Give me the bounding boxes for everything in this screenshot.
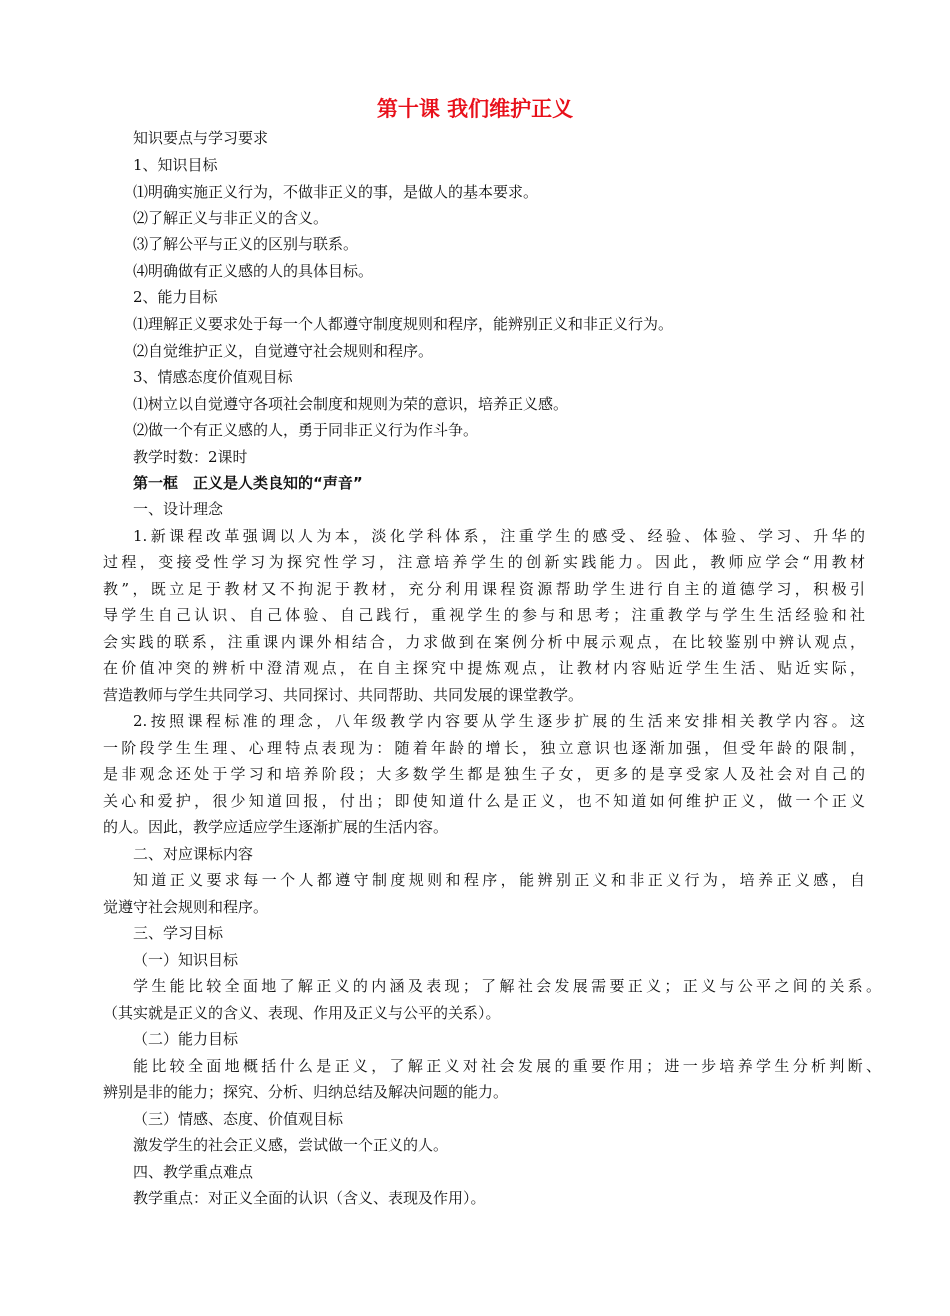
paragraph-line: （其实就是正义的含义、表现、作用及正义与公平的关系）。 [103,1004,501,1022]
paragraph-line: 营造教师与学生共同学习、共同探讨、共同帮助、共同发展的课堂教学。 [103,686,584,704]
paragraph-line: 知道正义要求每一个人都遵守制度规则和程序，能辨别正义和非正义行为，培养正义感，自 [133,871,865,889]
text-line: ⑶了解公平与正义的区别与联系。 [133,235,359,253]
paragraph-line: 1.新课程改革强调以人为本，淡化学科体系，注重学生的感受、经验、体验、学习、升华的 [133,527,865,545]
text-line: （三）情感、态度、价值观目标 [133,1110,344,1128]
section-heading: 第一框 正义是人类良知的“声音” [133,474,363,492]
paragraph-line: 是非观念还处于学习和培养阶段；大多数学生都是独生子女，更多的是享受家人及社会对自己的 [103,765,865,783]
paragraph-line: 过程，变接受性学习为探究性学习，注意培养学生的创新实践能力。因此，教师应学会“用教材 [103,553,865,571]
text-line: （一）知识目标 [133,951,239,969]
paragraph-line: 一阶段学生生理、心理特点表现为：随着年龄的增长，独立意识也逐渐加强，但受年龄的限制， [103,739,865,757]
text-line: 知识要点与学习要求 [133,129,269,147]
text-line: 1、知识目标 [133,156,218,174]
paragraph-line: 导学生自己认识、自己体验、自己践行，重视学生的参与和思考；注重教学与学生生活经验和社 [103,606,865,624]
text-line: ⑴理解正义要求处于每一个人都遵守制度规则和程序，能辨别正义和非正义行为。 [133,315,674,333]
text-line: 3、情感态度价值观目标 [133,368,293,386]
text-line: （二）能力目标 [133,1030,239,1048]
text-line: ⑵自觉维护正义，自觉遵守社会规则和程序。 [133,342,434,360]
page-title: 第十课 我们维护正义 [376,97,574,121]
paragraph-line: 在价值冲突的辨析中澄清观点，在自主探究中提炼观点，让教材内容贴近学生生活、贴近实际， [103,659,865,677]
paragraph-line: 的人。因此，教学应适应学生逐渐扩展的生活内容。 [103,818,449,836]
text-line: 四、教学重点难点 [133,1163,254,1181]
text-line: 三、学习目标 [133,924,224,942]
text-line: ⑴明确实施正义行为，不做非正义的事，是做人的基本要求。 [133,183,539,201]
paragraph-line: 学生能比较全面地了解正义的内涵及表现；了解社会发展需要正义；正义与公平之间的关系。 [133,977,881,995]
paragraph-line: 2.按照课程标准的理念，八年级教学内容要从学生逐步扩展的生活来安排相关教学内容。这 [133,712,865,730]
paragraph-line: 觉遵守社会规则和程序。 [103,898,269,916]
text-line: ⑵了解正义与非正义的含义。 [133,209,329,227]
text-line: ⑵做一个有正义感的人，勇于同非正义行为作斗争。 [133,421,479,439]
text-line: 教学重点：对正义全面的认识（含义、表现及作用）。 [133,1189,486,1207]
text-line: 一、设计理念 [133,500,224,518]
paragraph-line: 能比较全面地概括什么是正义，了解正义对社会发展的重要作用；进一步培养学生分析判断、 [133,1057,881,1075]
paragraph-line: 关心和爱护，很少知道回报，付出；即使知道什么是正义，也不知道如何维护正义，做一个正义 [103,792,865,810]
text-line: 2、能力目标 [133,288,218,306]
paragraph-line: 会实践的联系，注重课内课外相结合，力求做到在案例分析中展示观点，在比较鉴别中辨认观点， [103,633,865,651]
paragraph-line: 辨别是非的能力；探究、分析、归纳总结及解决问题的能力。 [103,1083,509,1101]
text-line: 二、对应课标内容 [133,845,254,863]
text-line: 教学时数：2课时 [133,448,248,466]
text-line: ⑷明确做有正义感的人的具体目标。 [133,262,374,280]
text-line: 激发学生的社会正义感，尝试做一个正义的人。 [133,1136,449,1154]
text-line: ⑴树立以自觉遵守各项社会制度和规则为荣的意识，培养正义感。 [133,395,569,413]
paragraph-line: 教”，既立足于教材又不拘泥于教材，充分利用课程资源帮助学生进行自主的道德学习，积极引 [103,580,865,598]
